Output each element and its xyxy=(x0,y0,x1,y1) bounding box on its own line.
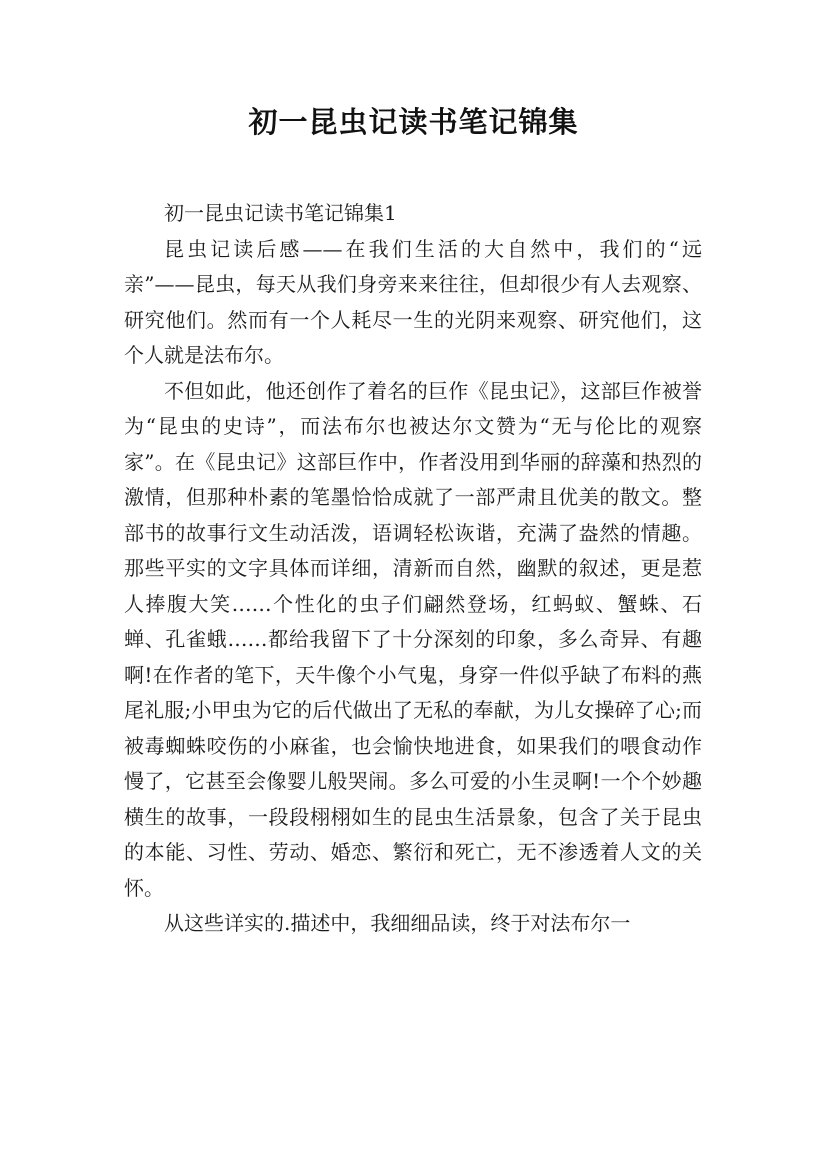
document-body xyxy=(124,196,702,942)
paragraph: 从这些详实的.描述中，我细细品读，终于对法布尔一 xyxy=(164,911,631,935)
paragraph: 昆虫记读后感——在我们生活的大自然中，我们的“远亲”——昆虫，每天从我们身旁来来往往，但却很少有人去观察、研究他们。然而有一个人耗尽一生的光阴来观察、研究他们，这个人就是法布尔。 xyxy=(124,236,702,367)
section-heading: 初一昆虫记读书笔记锦集1 xyxy=(164,201,397,225)
document-title: 初一昆虫记读书笔记锦集 xyxy=(248,105,579,139)
paragraph: 不但如此，他还创作了着名的巨作《昆虫记》，这部巨作被誉为“昆虫的史诗”，而法布尔也被达尔文赞为“无与伦比的观察家”。在《昆虫记》这部巨作中，作者没用到华丽的辞藻和热烈的激情，但那种朴素的笔墨恰恰成就了一部严肃且优美的散文。整部书的故事行文生动活泼，语调轻松诙谐，充满了盎然的情趣。那些平实的文字具体而详细，清新而自然，幽默的叙述，更是惹人捧腹大笑……个性化的虫子们翩然登场，红蚂蚁、蟹蛛、石蝉、孔雀蛾……都给我留下了十分深刻的印象，多么奇异、有趣啊!在作者的笔下，天牛像个小气鬼，身穿一件似乎缺了布料的燕尾礼服;小甲虫为它的后代做出了无私的奉献，为儿女操碎了心;而被毒蜘蛛咬伤的小麻雀，也会愉快地进食，如果我们的喂食动作慢了，它甚至会像婴儿般哭闹。多么可爱的小生灵啊!一个个妙趣横生的故事，一段段栩栩如生的昆虫生活景象，包含了关于昆虫的本能、习性、劳动、婚恋、繁衍和死亡，无不渗透着人文的关怀。 xyxy=(124,378,702,900)
